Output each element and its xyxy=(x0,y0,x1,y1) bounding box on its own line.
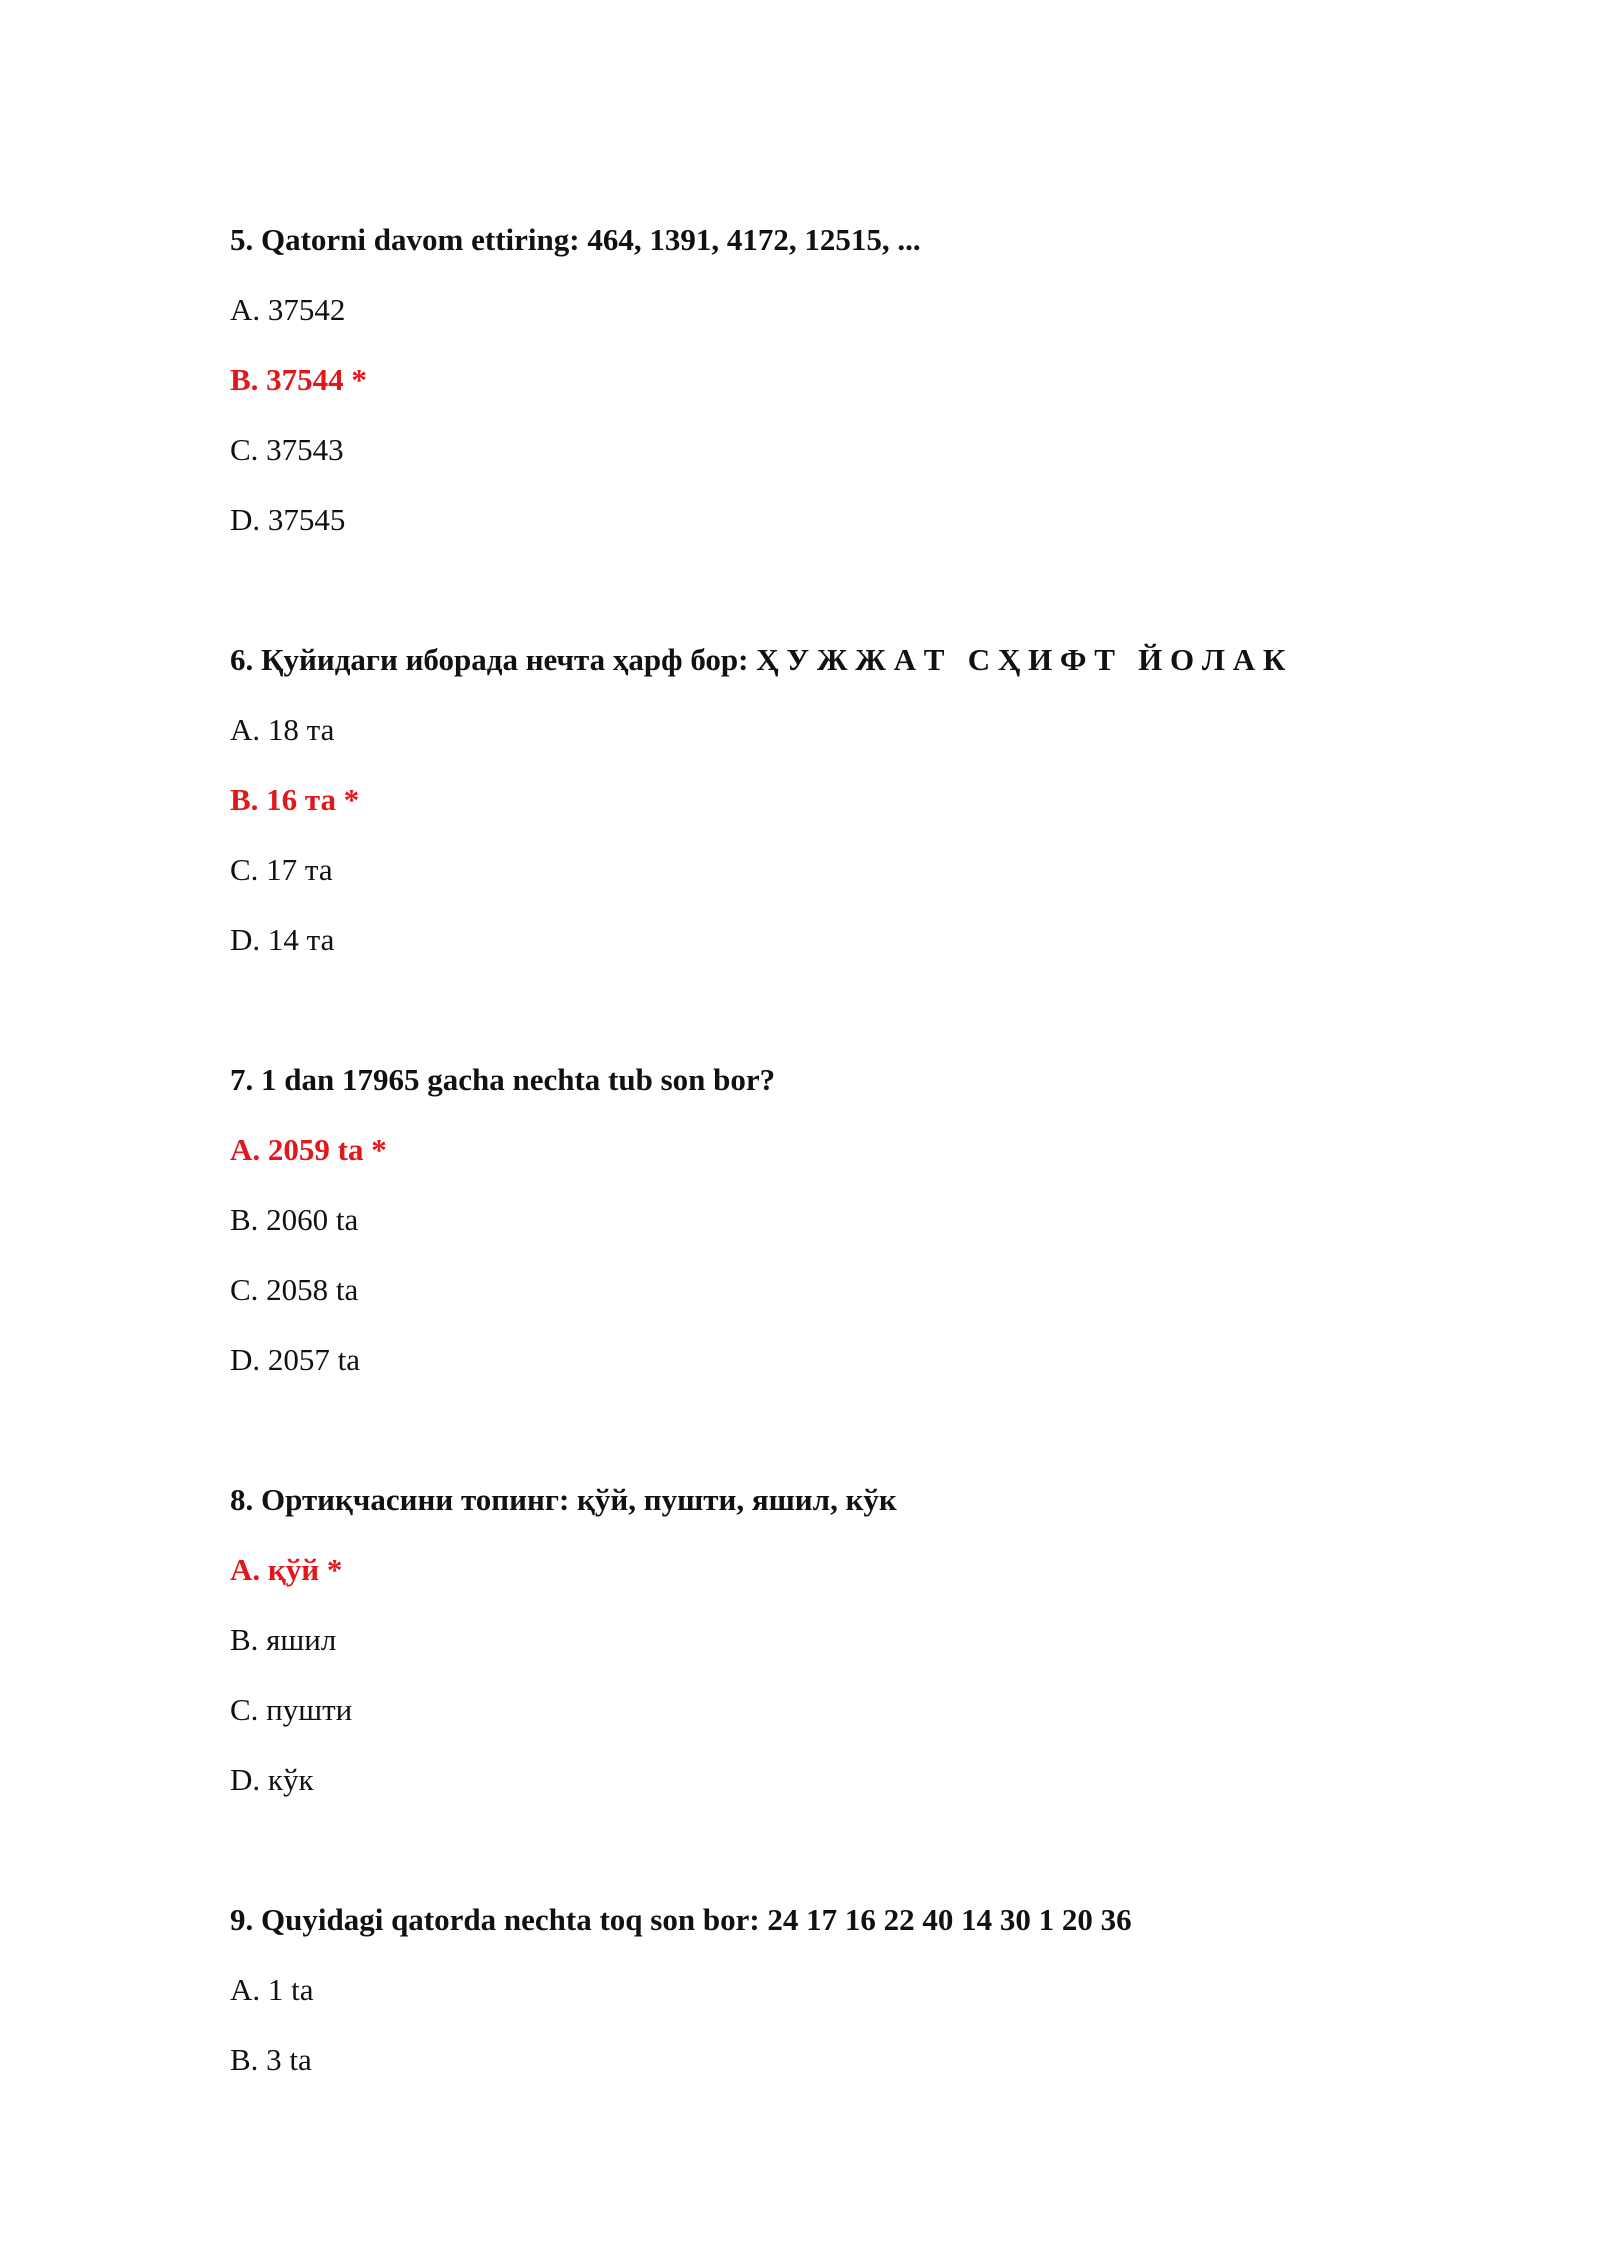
question-text: 9. Quyidagi qatorda nechta toq son bor: 24 17 16 22 40 14 30 1 20 36 xyxy=(230,1902,1132,1937)
option-d: D. 14 та xyxy=(230,922,335,957)
option-a: A. 37542 xyxy=(230,292,346,327)
option-d: D. кўк xyxy=(230,1762,314,1797)
question-text: 6. Қуйидаги иборада нечта ҳарф бор: Ҳ У Ж Ж А Т С Ҳ И Ф Т Й О Л А К xyxy=(230,642,1286,677)
option-c: C. пушти xyxy=(230,1692,353,1727)
option-c: C. 17 та xyxy=(230,852,333,887)
option-b: B. 2060 ta xyxy=(230,1202,359,1237)
question-text: 7. 1 dan 17965 gacha nechta tub son bor? xyxy=(230,1062,776,1097)
question-text: 5. Qatorni davom ettiring: 464, 1391, 4172, 12515, ... xyxy=(230,222,921,257)
option-c: C. 2058 ta xyxy=(230,1272,359,1307)
option-c: C. 37543 xyxy=(230,432,344,467)
option-b: B. 3 ta xyxy=(230,2042,312,2077)
question-text: 8. Ортиқчасини топинг: қўй, пушти, яшил, кўк xyxy=(230,1482,897,1517)
option-a-correct: A. 2059 ta * xyxy=(230,1132,387,1167)
option-b-correct: B. 16 та * xyxy=(230,782,360,817)
option-d: D. 2057 ta xyxy=(230,1342,361,1377)
option-d: D. 37545 xyxy=(230,502,346,537)
option-a: A. 18 та xyxy=(230,712,335,747)
option-b-correct: B. 37544 * xyxy=(230,362,367,397)
option-a-correct: A. қўй * xyxy=(230,1552,343,1587)
option-a: A. 1 ta xyxy=(230,1972,314,2007)
option-b: B. яшил xyxy=(230,1622,337,1657)
